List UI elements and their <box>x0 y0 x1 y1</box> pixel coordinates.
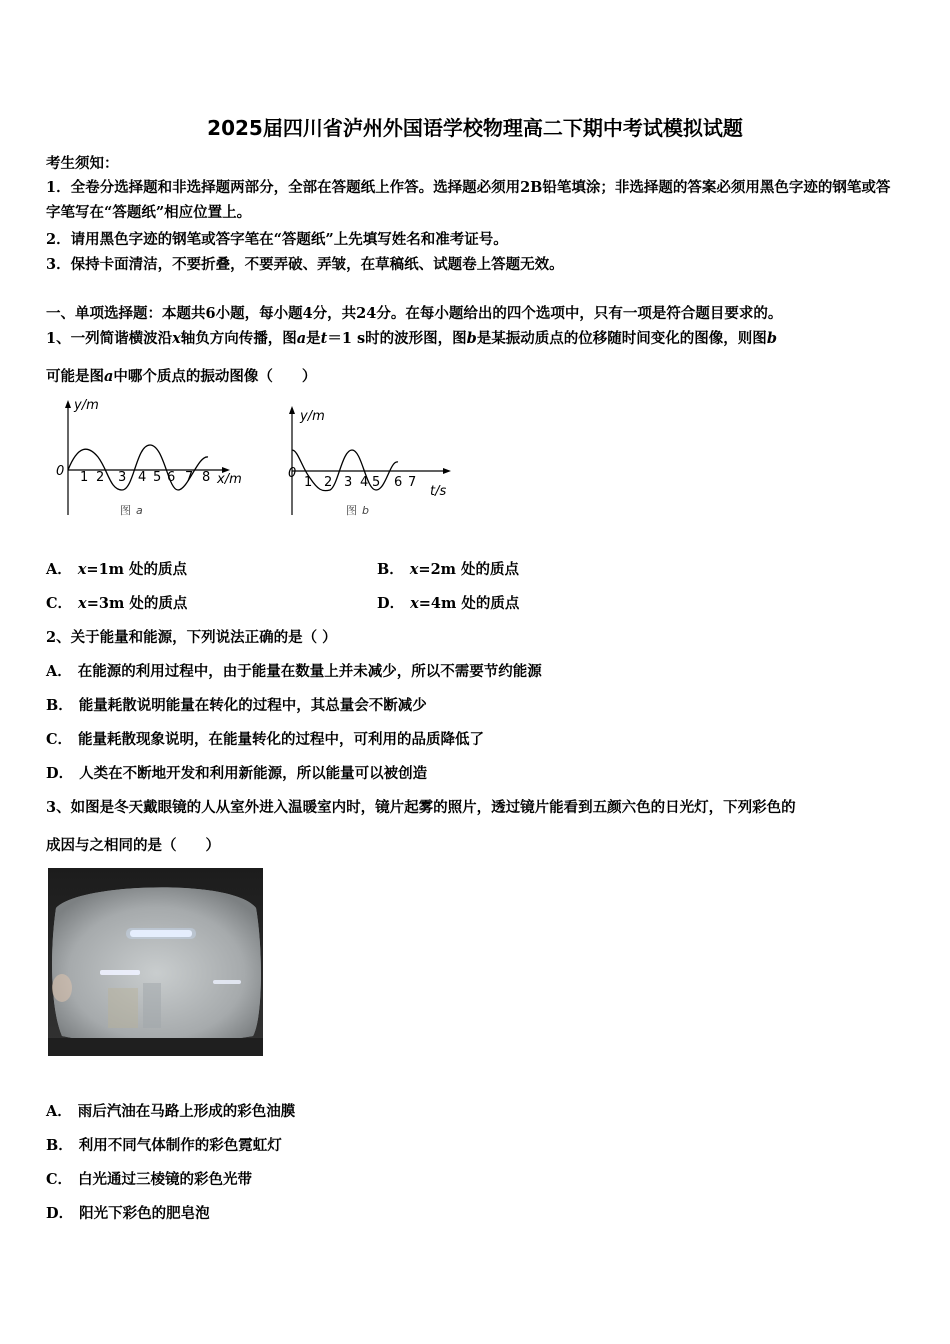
q1-option-c: C． x=3m 处的质点 <box>46 595 188 612</box>
figure-b-tick: 2 <box>324 475 333 490</box>
figure-b-tick: 1 <box>304 475 313 490</box>
figure-a-xlabel: x/m <box>217 472 242 487</box>
figure-b-tick: 5 <box>372 475 381 490</box>
notice-item-3: 3．保持卡面清洁，不要折叠，不要弄破、弄皱，在草稿纸、试题卷上答题无效。 <box>46 256 564 273</box>
q1-stem-line1: 1、一列简谐横波沿x轴负方向传播，图a是t＝1 s时的波形图，图b是某振动质点的位移随时间变化的图像，则图b <box>46 330 777 347</box>
q3-stem-line1: 3、如图是冬天戴眼镜的人从室外进入温暖室内时，镜片起雾的照片，透过镜片能看到五颜六色的日光灯，下列彩色的 <box>46 799 796 816</box>
figure-b-tick: 3 <box>344 475 353 490</box>
q3-stem-line2: 成因与之相同的是（ ） <box>46 837 220 854</box>
figure-b-ylabel: y/m <box>300 409 325 424</box>
q3-option-b: B． 利用不同气体制作的彩色霓虹灯 <box>46 1137 282 1154</box>
figure-b-xlabel: t/s <box>430 484 447 499</box>
figure-a-tick: 4 <box>138 470 147 485</box>
figure-a-wave-graph <box>50 395 260 525</box>
q1-option-b: B． x=2m 处的质点 <box>377 561 520 578</box>
notice-heading: 考生须知： <box>46 155 119 172</box>
q3-option-d: D． 阳光下彩色的肥皂泡 <box>46 1205 210 1222</box>
figure-a-tick: 5 <box>153 470 162 485</box>
q3-option-a: A． 雨后汽油在马路上形成的彩色油膜 <box>46 1103 296 1120</box>
figure-a-tick: 8 <box>202 470 211 485</box>
notice-item-2: 2．请用黑色字迹的钢笔或答字笔在“答题纸”上先填写姓名和准考证号。 <box>46 231 508 248</box>
q1-stem-line2: 可能是图a中哪个质点的振动图像（ ） <box>46 368 317 385</box>
figure-a-tick: 3 <box>118 470 127 485</box>
figure-b-caption-var: b <box>362 504 369 517</box>
figure-a-tick: 2 <box>96 470 105 485</box>
section-heading: 一、单项选择题：本题共6小题，每小题4分，共24分。在每小题给出的四个选项中，只有一项是符合题目要求的。 <box>46 305 783 322</box>
figure-a-origin: 0 <box>56 464 65 479</box>
figure-b-caption: 图 <box>346 504 357 517</box>
figure-a-caption: 图 <box>120 504 131 517</box>
figure-a-tick: 7 <box>185 470 194 485</box>
q2-stem: 2、关于能量和能源，下列说法正确的是（ ） <box>46 629 337 646</box>
q2-option-a: A． 在能源的利用过程中，由于能量在数量上并未减少，所以不需要节约能源 <box>46 663 542 680</box>
figure-b-tick: 7 <box>408 475 417 490</box>
figure-b-origin: 0 <box>288 466 297 481</box>
q2-option-b: B． 能量耗散说明能量在转化的过程中，其总量会不断减少 <box>46 697 427 714</box>
figure-b-tick: 6 <box>394 475 403 490</box>
q1-option-d: D． x=4m 处的质点 <box>377 595 520 612</box>
figure-a-ylabel: y/m <box>74 398 99 413</box>
page-title: 2025届四川省泸州外国语学校物理高二下期中考试模拟试题 <box>207 116 743 140</box>
figure-b-tick: 4 <box>360 475 369 490</box>
figure-a-caption-var: a <box>136 504 143 517</box>
q2-option-d: D． 人类在不断地开发和利用新能源，所以能量可以被创造 <box>46 765 428 782</box>
q2-option-c: C． 能量耗散现象说明，在能量转化的过程中，可利用的品质降低了 <box>46 731 485 748</box>
notice-item-1: 1．全卷分选择题和非选择题两部分，全部在答题纸上作答。选择题必须用2B铅笔填涂；非选择题的答案必须用黑色字迹的钢笔或答字笔写在“答题纸”相应位置上。 <box>46 179 891 221</box>
q3-option-c: C． 白光通过三棱镜的彩色光带 <box>46 1171 253 1188</box>
fogged-glasses-photo <box>48 868 263 1056</box>
figure-a-tick: 1 <box>80 470 89 485</box>
figure-a-tick: 6 <box>167 470 176 485</box>
q1-option-a: A． x=1m 处的质点 <box>46 561 188 578</box>
figure-b-vibration-graph <box>280 400 470 525</box>
